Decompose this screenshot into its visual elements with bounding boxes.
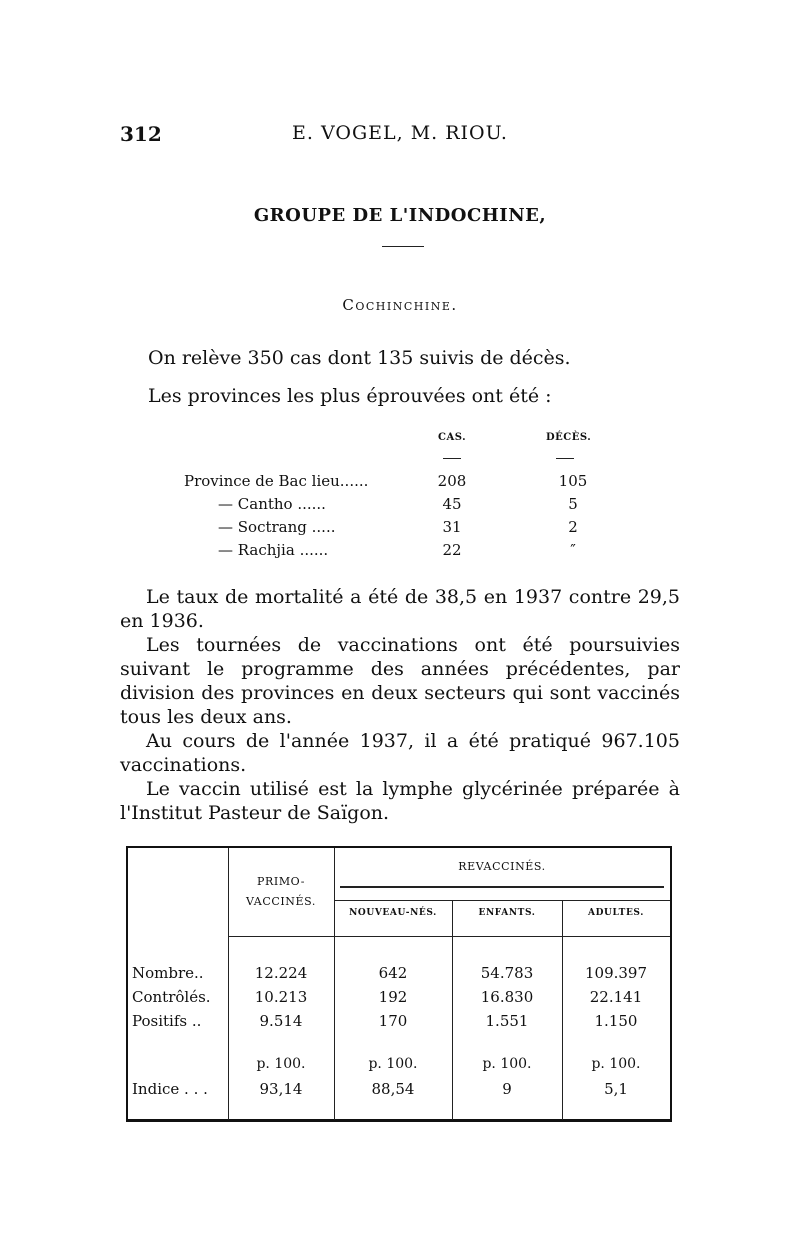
province-row: [0, 541, 800, 563]
row-label: Contrôlés.: [132, 988, 211, 1006]
table-cell: 1.150: [594, 1012, 638, 1030]
table-cell: 5,1: [604, 1080, 628, 1098]
primo-header-line: VACCINÉS.: [245, 895, 316, 908]
subheader-nouveau-nes: NOUVEAU-NÉS.: [349, 908, 437, 918]
revacc-header: REVACCINÉS.: [458, 860, 546, 873]
unit-cell: p. 100.: [368, 1056, 418, 1072]
table-cell: 54.783: [480, 964, 534, 982]
row-label: Positifs ..: [132, 1012, 202, 1030]
running-head: E. VOGEL, M. RIOU.: [292, 122, 508, 144]
row-label: Nombre..: [132, 964, 204, 982]
primo-header: [228, 872, 334, 912]
province-row: [0, 495, 800, 517]
table-cell: 88,54: [371, 1080, 415, 1098]
paragraph-vaccine: Le vaccin utilisé est la lymphe glycérinée préparée à l'Institut Pasteur de Saïgon.: [120, 778, 680, 824]
title-rule: [382, 246, 424, 247]
subsection-title: Cochinchine.: [342, 296, 458, 314]
province-deces: 5: [568, 495, 578, 513]
col-dash-deces: [556, 458, 574, 459]
row-label: Indice . . .: [132, 1080, 208, 1098]
paragraph-mortality: Le taux de mortalité a été de 38,5 en 1937 contre 29,5 en 1936.: [120, 586, 680, 632]
province-cas: 22: [442, 541, 462, 559]
paragraph-tournees: Les tournées de vaccinations ont été poursuivies suivant le programme des années précédentes, par division des provinces en deux secteurs qui sont vaccinés tous les deux ans.: [120, 634, 680, 728]
col-header-cas: CAS.: [438, 432, 467, 443]
col-dash-cas: [443, 458, 461, 459]
province-row: [0, 472, 800, 494]
province-row: [0, 518, 800, 540]
table-cell: 192: [378, 988, 408, 1006]
table-cell: 642: [378, 964, 408, 982]
subheader-rule: [334, 900, 670, 901]
page-number: 312: [120, 122, 162, 146]
table-cell: 9.514: [259, 1012, 303, 1030]
page-header: [0, 122, 800, 152]
table-cell: 10.213: [254, 988, 308, 1006]
table-cell: 9: [502, 1080, 512, 1098]
header-bottom-rule: [228, 936, 670, 937]
revacc-brace: [340, 886, 664, 888]
table-cell: 93,14: [259, 1080, 303, 1098]
province-label: — Soctrang .....: [218, 518, 336, 536]
province-deces: ″: [570, 541, 576, 559]
body-text: [120, 585, 680, 825]
table-cell: 16.830: [480, 988, 534, 1006]
vaccination-table: [126, 846, 672, 1122]
col-header-deces: DÉCÈS.: [546, 432, 592, 443]
unit-cell: p. 100.: [256, 1056, 306, 1072]
province-label: Province de Bac lieu......: [184, 472, 369, 490]
province-deces: 105: [558, 472, 588, 490]
intro-line-2: Les provinces les plus éprouvées ont été :: [148, 385, 552, 407]
section-title: GROUPE DE L'INDOCHINE,: [253, 205, 547, 226]
province-cas: 208: [437, 472, 467, 490]
province-label: — Rachjia ......: [218, 541, 329, 559]
subheader-adultes: ADULTES.: [588, 908, 644, 918]
subheader-enfants: ENFANTS.: [478, 908, 536, 918]
province-cas: 45: [442, 495, 462, 513]
table-cell: 22.141: [589, 988, 643, 1006]
province-cas: 31: [442, 518, 462, 536]
primo-header-line: PRIMO-: [256, 875, 306, 888]
paragraph-vaccinations-count: Au cours de l'année 1937, il a été pratiqué 967.105 vaccinations.: [120, 730, 680, 776]
table-cell: 170: [378, 1012, 408, 1030]
table-cell: 1.551: [485, 1012, 529, 1030]
unit-cell: p. 100.: [482, 1056, 532, 1072]
unit-cell: p. 100.: [591, 1056, 641, 1072]
table-cell: 12.224: [254, 964, 308, 982]
table-cell: 109.397: [584, 964, 648, 982]
province-label: — Cantho ......: [218, 495, 326, 513]
province-deces: 2: [568, 518, 578, 536]
intro-line-1: On relève 350 cas dont 135 suivis de décès.: [148, 347, 571, 369]
